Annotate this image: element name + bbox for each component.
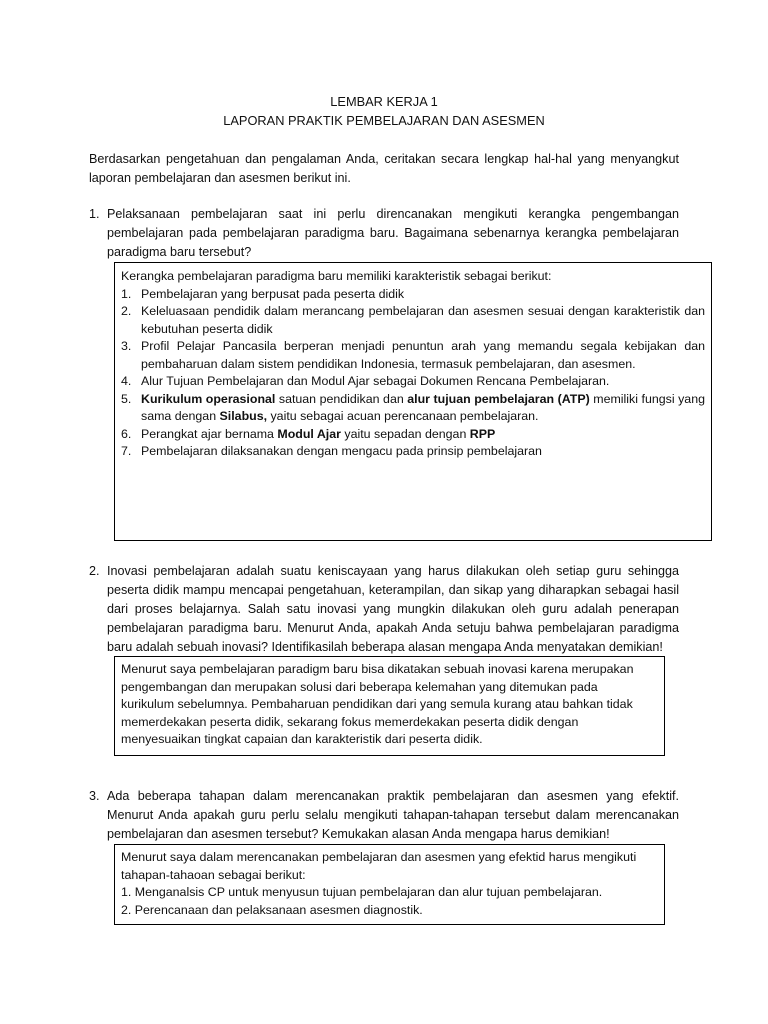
question-number: 1. <box>89 207 100 221</box>
list-item: 5. Kurikulum operasional satuan pendidikan dan alur tujuan pembelajaran (ATP) memiliki fungsi yang sama dengan Silabus, yaitu sebagai acuan perencanaan pembelajaran. <box>121 391 705 423</box>
answer-line: kurikulum sebelumnya. Pembaharuan pendidikan dari yang semula kurang atau bahkan tidak <box>121 697 633 711</box>
list-item: 1. Pembelajaran yang berpusat pada peserta didik <box>121 286 405 301</box>
answer-line: tahapan-tahaoan sebagai berikut: <box>121 867 306 882</box>
answer-line: 1. Menganalsis CP untuk menyusun tujuan pembelajaran dan alur tujuan pembelajaran. <box>121 885 603 899</box>
question-number: 2. <box>89 564 100 578</box>
answer-box-3 <box>114 844 665 925</box>
answer-line: Menurut saya dalam merencanakan pembelajaran dan asesmen yang efektid harus mengikuti <box>121 850 637 864</box>
question-text: Pelaksanaan pembelajaran saat ini perlu direncanakan mengikuti kerangka pengembangan pembelajaran pada pembelajaran paradigma baru. Bagaimana sebenarnya kerangka pembelajaran paradigma baru tersebut? <box>107 207 679 259</box>
answer-list <box>121 286 705 461</box>
answer-line: Menurut saya pembelajaran paradigm baru bisa dikatakan sebuah inovasi karena merupakan <box>121 662 634 676</box>
question-1 <box>89 205 679 262</box>
question-number: 3. <box>89 789 100 803</box>
answer-box-2 <box>114 656 665 756</box>
question-text: Inovasi pembelajaran adalah suatu keniscayaan yang harus dilakukan oleh setiap guru sehingga peserta didik mampu mencapai pengetahuan, keterampilan, dan sikap yang diharapkan sebagai hasil dari proses belajarnya. Salah satu inovasi yang mungkin dilakukan oleh guru adalah penerapan pembelajaran paradigma baru. Menurut Anda, apakah Anda setuju bahwa pembelajaran paradigma baru adalah sebuah inovasi? Identifikasilah beberapa alasan mengapa Anda menyatakan demikian! <box>107 564 679 654</box>
list-item: 2. Keleluasaan pendidik dalam merancang pembelajaran dan asesmen sesuai dengan karakteristik dan kebutuhan peserta didik <box>121 304 705 336</box>
question-2 <box>89 562 679 657</box>
answer-box-1 <box>114 262 712 541</box>
answer-intro: Kerangka pembelajaran paradigma baru memiliki karakteristik sebagai berikut: <box>121 269 552 283</box>
question-3 <box>89 787 679 844</box>
answer-line: pengembangan dan merupakan solusi dari beberapa kelemahan yang ditemukan pada <box>121 679 598 694</box>
answer-line: 2. Perencanaan dan pelaksanaan asesmen diagnostik. <box>121 902 423 917</box>
question-text: Ada beberapa tahapan dalam merencanakan praktik pembelajaran dan asesmen yang efektif. Menurut Anda apakah guru perlu selalu mengikuti tahapan-tahapan tersebut dalam merencanakan pembelajaran dan asesmen tersebut? Kemukakan alasan Anda mengapa harus demikian! <box>107 789 679 841</box>
list-item: 3. Profil Pelajar Pancasila berperan menjadi penuntun arah yang memandu segala kebijakan dan pembaharuan dalam sistem pendidikan Indonesia, termasuk pembelajaran, dan asesmen. <box>121 339 705 371</box>
page-title: LEMBAR KERJA 1 <box>330 94 438 109</box>
list-item: 4. Alur Tujuan Pembelajaran dan Modul Ajar sebagai Dokumen Rencana Pembelajaran. <box>121 374 610 388</box>
intro-paragraph: Berdasarkan pengetahuan dan pengalaman Anda, ceritakan secara lengkap hal-hal yang menyangkut laporan pembelajaran dan asesmen berikut ini. <box>89 152 679 185</box>
page-subtitle: LAPORAN PRAKTIK PEMBELAJARAN DAN ASESMEN <box>223 113 545 128</box>
answer-line: menyesuaikan tingkat capaian dan karakteristik dari peserta didik. <box>121 732 483 746</box>
list-item: 6. Perangkat ajar bernama Modul Ajar yaitu sepadan dengan RPP <box>121 426 496 441</box>
answer-line: memerdekakan peserta didik, sekarang fokus memerdekakan peserta didik dengan <box>121 714 579 729</box>
list-item: 7. Pembelajaran dilaksanakan dengan mengacu pada prinsip pembelajaran <box>121 444 542 458</box>
